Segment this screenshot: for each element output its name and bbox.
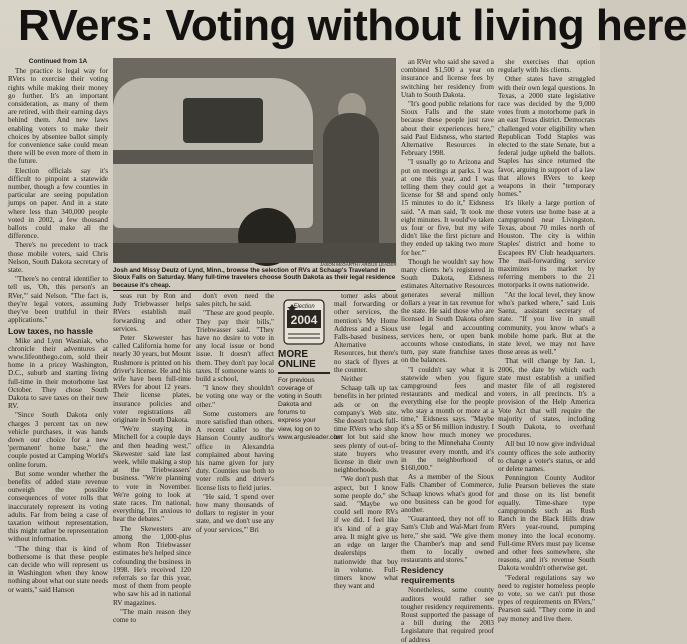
photo-caption: Josh and Missy Deutz of Lynd, Minn., browse the selection of RVs at Schaap's Traveland in Sioux Falls on Saturday. Many full-time travelers choose South Dakota as their legal residence because it's cheap.: [113, 267, 396, 289]
badge-year: 2004: [290, 313, 318, 327]
photo-rv-stripe: [113, 150, 313, 164]
continued-label: Continued from 1A: [28, 58, 88, 65]
subhead-low-taxes: Low taxes, no hassle: [8, 325, 94, 336]
paragraph: "He said, 'I spend over how many thousands of dollars to register in your state, and we don't use any of your services,'" Bri: [196, 492, 274, 534]
paragraph: "It's good public relations for Sioux Falls and the state because these people just rave about their experiences here," said Paul Eidsness, who started Alternative Resources in February 1998.: [401, 100, 494, 158]
more-online-label: MORE ONLINE: [278, 349, 316, 370]
subhead-residency: Residency requirements: [401, 565, 455, 586]
paragraph: Mike and Lynn Wasniak, who chronicle their adventures at www.lifeonthego.com, sold their home in a pricey Washington, D.C., suburb and starting living full-time in their motorhome last October. They chose South Dakota to save taxes on their new RV.: [8, 336, 108, 411]
paragraph: The practice is legal way for RVers to exercise their voting rights while making their money go further. It's an important consideration, as many of them are retired, with their earning days behind them. And new laws enabling voters to make their choices by absentee ballot simply for convenience sake could mean there will be even more of them in the future.: [8, 67, 108, 166]
promo-divider: [278, 372, 330, 374]
more-online-promo: [278, 294, 343, 487]
paragraph: an RVer who said she saved a combined $1,500 a year on insurance and license fees by switching her residency from Utah to South Dakota.: [401, 58, 494, 99]
photo-credit: JASON McGARTH / ARGUS LEADER: [320, 262, 397, 267]
paragraph: Nonetheless, some county auditors would rather see tougher residency requirements. Roust supported the passage of a bill during the 2003 Legislature that required proof of address: [401, 586, 494, 644]
paragraph: "I usually go to Arizona and put on meetings at parks. I was at one this year, and I was telling them they could get a license for $8 and spend only 15 minutes to do it," Eidsness said. "A man said, 'It took me eight minutes. It would've taken us four or five, but my wife didn't like the first picture and they ended up taking two more for her.'": [401, 158, 494, 257]
column-1: [8, 58, 109, 594]
paragraph: seas run by Ron and Judy Triebwasser helps RVers establish mail forwarding and other services.: [113, 292, 191, 333]
column-2b: [196, 292, 274, 534]
badge-label: Election: [293, 304, 315, 310]
paragraph: It's likely a large portion of those voters use home base at a campground near Livingston, Texas, about 70 miles north of Houston. The city is within Staples' district and home to Escapees RV Club headquarters. The mail-forwarding service maximizes its market by referring members to the 21 motorparks it owns nationwide.: [498, 199, 595, 290]
election-badge-icon: [278, 294, 330, 348]
paragraph: But some wonder whether the benefits of added state revenue outweigh the possible consequences of voter rolls that inaccurately represent its voting adults. Far from being a case of taxation without representation, this might rather be representation without information.: [8, 469, 108, 544]
paragraph: Schaap talk up tax benefits in her printed ads or on the company's Web site. She doesn't track full-time RVers who shop her lot but said she sees plenty of out-of-state buyers who license in their own neighborhoods.: [334, 384, 398, 475]
paragraph: she exercises that option regularly with his clients.: [498, 58, 595, 75]
paragraph: "There's no central identifier to tell us, 'Oh, this person's an RVer,'" said Nelson. "The fact is, they're legal voters, assuming they've been truthful in their applications.": [8, 275, 108, 325]
column-4: [498, 58, 595, 623]
paragraph: That will change by Jan. 1, 2006, the date by which each state must establish a unified master file of all registered voters, in all precincts. It's a provision of the Help America Vote Act that will require the majority of states, including South Dakota, to overhaul procedures.: [498, 357, 595, 440]
paragraph: "I know they shouldn't be voting one way or the other.": [196, 384, 274, 409]
paragraph: As a member of the Sioux Falls Chamber of Commerce, Schaap knows what's good for one business can be good for another.: [401, 473, 494, 514]
paragraph: Some customers are more satisfied than others. A recent caller to the Hanson County auditor's office in Alexandria complained about having his name given for jury duty. Counties use both to voter rolls and driver's license lists to field juries.: [196, 409, 274, 492]
paragraph: "At the local level, they know who's parked where," said Luis Saenz, assistant secretary of state. "If you live in small community, you know what's a mobile home park. But at the state level, we may not have those areas as well.": [498, 290, 595, 357]
paragraph: tomer asks about mail forwarding or other services, the mention's My Home Address and a Sioux Falls-based business, Alternative Resources, but there's no stack of flyers at the counter.: [334, 292, 398, 374]
paragraph: "Federal regulations say we need to register homeless people to vote, so we can't put those types of requirements on RVers," Pearson said. "They come in and pay money and live there.: [498, 573, 595, 623]
paragraph: "Since South Dakota only charges 3 percent tax on new vehicle purchases, it was hands down our choice for a new 'permanent' home base," the couple posted at Camping World's online forum.: [8, 411, 108, 469]
election-2004-badge: [278, 294, 330, 348]
paragraph: Though he wouldn't say how many clients he's registered in South Dakota, Eidsness estimates Alternative Resources generates several million dollars a year in tax revenue for the state. He said those who are licensed in South Dakota often use legal and accounting services here, or open bank accounts whose custodians, in turn, pay state franchise taxes on the balances.: [401, 257, 494, 365]
headline: RVers: Voting without living here: [18, 1, 687, 50]
paragraph: "Guaranteed, they not off to Sam's Club and Wal-Mart from here," she said. "We give them the Chamber's map and send them to locally owned restaurants and stores.": [401, 515, 494, 565]
column-2c: [334, 292, 398, 591]
paragraph: Peter Skewester has called California home for nearly 30 years, but Mount Rushmore is printed on his driver's license. He and his wife have been full-time RVers for about 12 years. Their license plates, insurance policies and voter registrations all originate in South Dakota.: [113, 334, 191, 425]
paragraph: "We're staying in Mitchell for a couple days and then heading west," Skewester said late last week, while making a stop at the Triebwassers' business. "We're planning to vote in November. We're going to look at state races. I'm national, everything. I'm anxious to hear the debates.": [113, 425, 191, 524]
paragraph: Neither: [341, 375, 363, 384]
paragraph: "I couldn't say what it is statewide when you figure campground fees and restaurants and medical and everything else for the people who stay a month or more at a time," Eidsness says. "Maybe it's a $5 or $6 million industry. I know how much money we bring to the Minnehaha County treasurer every month, and it's in the neighborhood of $160,000.": [401, 365, 494, 472]
paragraph: All but 10 now give individual county offices the sole authority to change a voter's status, or add or delete names.: [498, 440, 595, 473]
paragraph: There's no precedent to track those mobile voters, said Chris Nelson, South Dakota secretary of state.: [8, 241, 108, 275]
paragraph: "The main reason they come to: [113, 607, 191, 624]
paragraph: "These are good people. They pay their bills," Triebwasser said. "They have no desire to vote in any local issue or bond issue. It doesn't affect them. They don't pay local taxes. If someone wants to build a school,: [196, 309, 274, 384]
photo-ground: [113, 243, 396, 263]
paragraph: Election officials say it's difficult to pinpoint a statewide number, though a few counties in particular are seeing population jumps on paper. And in a state where less than 340,000 people voted in 2002, a few thousand ballots could make all the difference.: [8, 166, 108, 241]
rv-photo: [113, 58, 396, 262]
more-online-text: For previous coverage of voting in South Dakota and forums to express your view, log on to www.argusleader.com: [278, 377, 343, 441]
paragraph: Other states have struggled with their own legal questions. In Texas, a 2000 state legislative race was decided by the 9,000 votes from a motorhome park in an east Texas district. Democrats challenged voter eligibility when Republican Todd Staples was elected to the state Senate, but a federal judge upheld the ballots. Staples has since returned the favor, arguing in support of a law that allows RVers to keep weapons in their "temporary homes.": [498, 75, 595, 199]
paragraph: don't even need the sales pitch, he said.: [196, 292, 274, 309]
caption-divider: [113, 290, 396, 291]
column-3: [401, 58, 494, 644]
column-2a: [113, 292, 191, 624]
paragraph: The Skewesters are among the 1,000-plus whom Ron Triebwasser estimates he's helped since cofounding the business in 1998. He's received 120 referrals so far this year, most of them from people who saw his ad in national RV magazines.: [113, 524, 191, 607]
photo-rv-window: [183, 98, 263, 143]
paragraph: "The thing that is kind of bothersome is that these people can decide who will represent us in Washington when they know nothing about what our state needs or wants," said Hanson: [8, 544, 109, 594]
paragraph: Pennington County Auditor Julie Pearson believes the state and those on its list benefit equally. Time-share type campgrounds such as Rush Ranch in the Black Hills draw RVers year-round, pumping money into the local economy. Full-time RVers must pay license and other fees somewhere, she reasons, and it's revenue South Dakota wouldn't otherwise get.: [498, 474, 595, 573]
photo-person: [323, 113, 379, 253]
paragraph: "We don't push that aspect, but I know some people do," she said. "Maybe we could sell more RVs if we did. I feel like it's kind of a gray area. It might give us an edge on larger dealerships nationwide that buy in volume. Full-timers know what they want and: [334, 475, 398, 591]
